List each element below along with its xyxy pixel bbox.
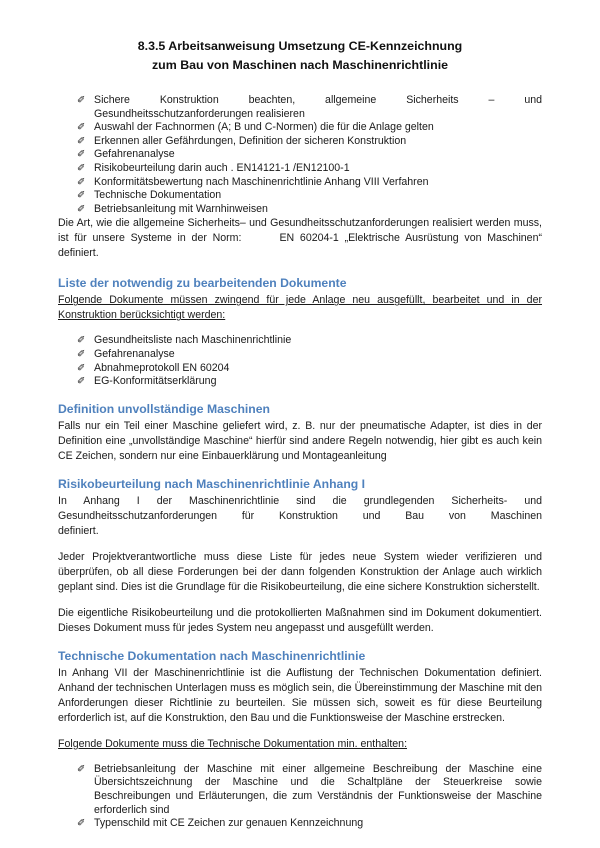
pointing-hand-icon: ✐ <box>77 763 86 775</box>
norm-reference: EN 60204-1 „Elektrische Ausrüstung von Maschinen“ definiert. <box>58 232 542 260</box>
list-item: ✐ Typenschild mit CE Zeichen zur genauen Kennzeichnung <box>77 817 364 830</box>
list-item: ✐ Auswahl der Fachnormen (A; B und C-Normen) die für die Anlage gelten <box>77 121 434 134</box>
list-item: ✐ Konformitätsbewertung nach Maschinenrichtlinie Anhang VIII Verfahren <box>77 175 429 188</box>
document-page <box>58 37 542 831</box>
section-heading-technical-documentation: Technische Dokumentation nach Maschinenrichtlinie <box>58 648 366 663</box>
technical-documentation-list-intro: Folgende Dokumente muss die Technische Dokumentation min. enthalten: <box>58 737 408 750</box>
pointing-hand-icon: ✐ <box>77 818 86 830</box>
section-heading-documents-list: Liste der notwendig zu bearbeitenden Dokumente <box>58 276 347 291</box>
list-item: ✐ Betriebsanleitung mit Warnhinweisen <box>77 202 268 215</box>
list-item: ✐ Abnahmeprotokoll EN 60204 <box>77 361 230 374</box>
list-item: ✐ Technische Dokumentation <box>77 189 222 202</box>
required-documents-list <box>58 334 542 388</box>
pointing-hand-icon: ✐ <box>77 176 86 188</box>
title-line-2: zum Bau von Maschinen nach Maschinenrichtlinie <box>151 58 449 72</box>
pointing-hand-icon: ✐ <box>77 95 86 106</box>
list-item: ✐ Gefahrenanalyse <box>77 148 175 161</box>
intro-bullet-list <box>58 94 542 216</box>
risk-assessment-paragraph-2: Jeder Projektverantwortliche muss diese Liste für jedes neue System wieder verifizieren und überprüfen, ob all diese Forderungen bei der dann folgenden Konstruktion der Anlage auch wirklich geplant sind. Dies ist die Grundlage für die Risikobeurteilung, die eine sichere Konstruktion sicherstellt. <box>58 550 542 593</box>
pointing-hand-icon: ✐ <box>77 376 86 388</box>
list-item: ✐ Gefahrenanalyse <box>77 347 175 360</box>
pointing-hand-icon: ✐ <box>77 149 86 161</box>
list-item: ✐ Betriebsanleitung der Maschine mit einer allgemeine Beschreibung der Maschine eine Übersichtszeichnung der Maschine und die Schaltpläne der Steuerkreise sowie Beschreibungen und Erläuterungen, die zum Verständnis der Funktionsweise der Maschine erforderlich sind <box>77 762 542 816</box>
technical-documentation-list <box>58 763 542 831</box>
list-item: ✐ Erkennen aller Gefährdungen, Definition der sicheren Konstruktion <box>77 134 407 147</box>
pointing-hand-icon: ✐ <box>77 122 86 134</box>
list-item: ✐ Risikobeurteilung darin auch . EN14121-1 /EN12100-1 <box>77 161 350 174</box>
intro-paragraph-line-1: Die Art, wie die allgemeine Sicherheits– und Gesundheitsschutzanforderungen realisiert werden muss, <box>58 217 542 230</box>
pointing-hand-icon: ✐ <box>77 162 86 174</box>
document-title <box>58 37 542 75</box>
pointing-hand-icon: ✐ <box>77 135 86 147</box>
pointing-hand-icon: ✐ <box>77 348 86 360</box>
pointing-hand-icon: ✐ <box>77 190 86 202</box>
pointing-hand-icon: ✐ <box>77 203 86 215</box>
title-line-1: 8.3.5 Arbeitsanweisung Umsetzung CE-Kennzeichnung <box>137 39 463 53</box>
list-item: ✐ EG-Konformitätserklärung <box>77 375 217 388</box>
section-heading-incomplete-machines: Definition unvollständige Maschinen <box>58 401 270 416</box>
list-item: ✐ Sichere Konstruktion beachten, allgemeine Sicherheits – und Gesundheitsschutzanforderungen realisieren <box>77 94 542 120</box>
risk-assessment-paragraph-3: Die eigentliche Risikobeurteilung und die protokollierten Maßnahmen sind im Dokument dokumentiert. Dieses Dokument muss für jedes System neu angepasst und ausgefüllt werden. <box>58 606 542 634</box>
list-item: ✐ Gesundheitsliste nach Maschinenrichtlinie <box>77 334 292 347</box>
pointing-hand-icon: ✐ <box>77 362 86 374</box>
section-heading-risk-assessment: Risikobeurteilung nach Maschinenrichtlinie Anhang I <box>58 476 365 491</box>
documents-list-intro: Folgende Dokumente müssen zwingend für jede Anlage neu ausgefüllt, bearbeitet und in der Konstruktion berücksichtigt werden: <box>58 294 542 322</box>
intro-paragraph-line-2: ist für unsere Systeme in der Norm: EN 60204-1 „Elektrische Ausrüstung von Maschinen“ definiert. <box>58 232 542 260</box>
pointing-hand-icon: ✐ <box>77 335 86 347</box>
incomplete-machines-paragraph: Falls nur ein Teil einer Maschine geliefert wird, z. B. nur der pneumatische Adapter, ist dies in der Definition eine „unvollständige Maschine“ hierfür sind andere Regeln notwendig, hier gibt es auch kein CE Zeichen, sondern nur eine Einbauerklärung und Montageanleitung <box>58 419 542 462</box>
technical-documentation-paragraph: In Anhang VII der Maschinenrichtlinie ist die Auflistung der Technischen Dokumentation definiert. Anhand der technischen Unterlagen muss es möglich sein, die Übereinstimmung der Maschine mit den Anforderungen dieser Richtlinie zu beurteilen. Sie müssen sich, soweit es für diese Beurteilung erforderlich ist, auf die Konstruktion, den Bau und die Funktionsweise der Maschine erstrecken. <box>58 666 542 724</box>
risk-assessment-paragraph-1: In Anhang I der Maschinenrichtlinie sind die grundlegenden Sicherheits- und Gesundheitsschutzanforderungen für Konstruktion und Bau von Maschinen definiert. <box>58 494 542 537</box>
